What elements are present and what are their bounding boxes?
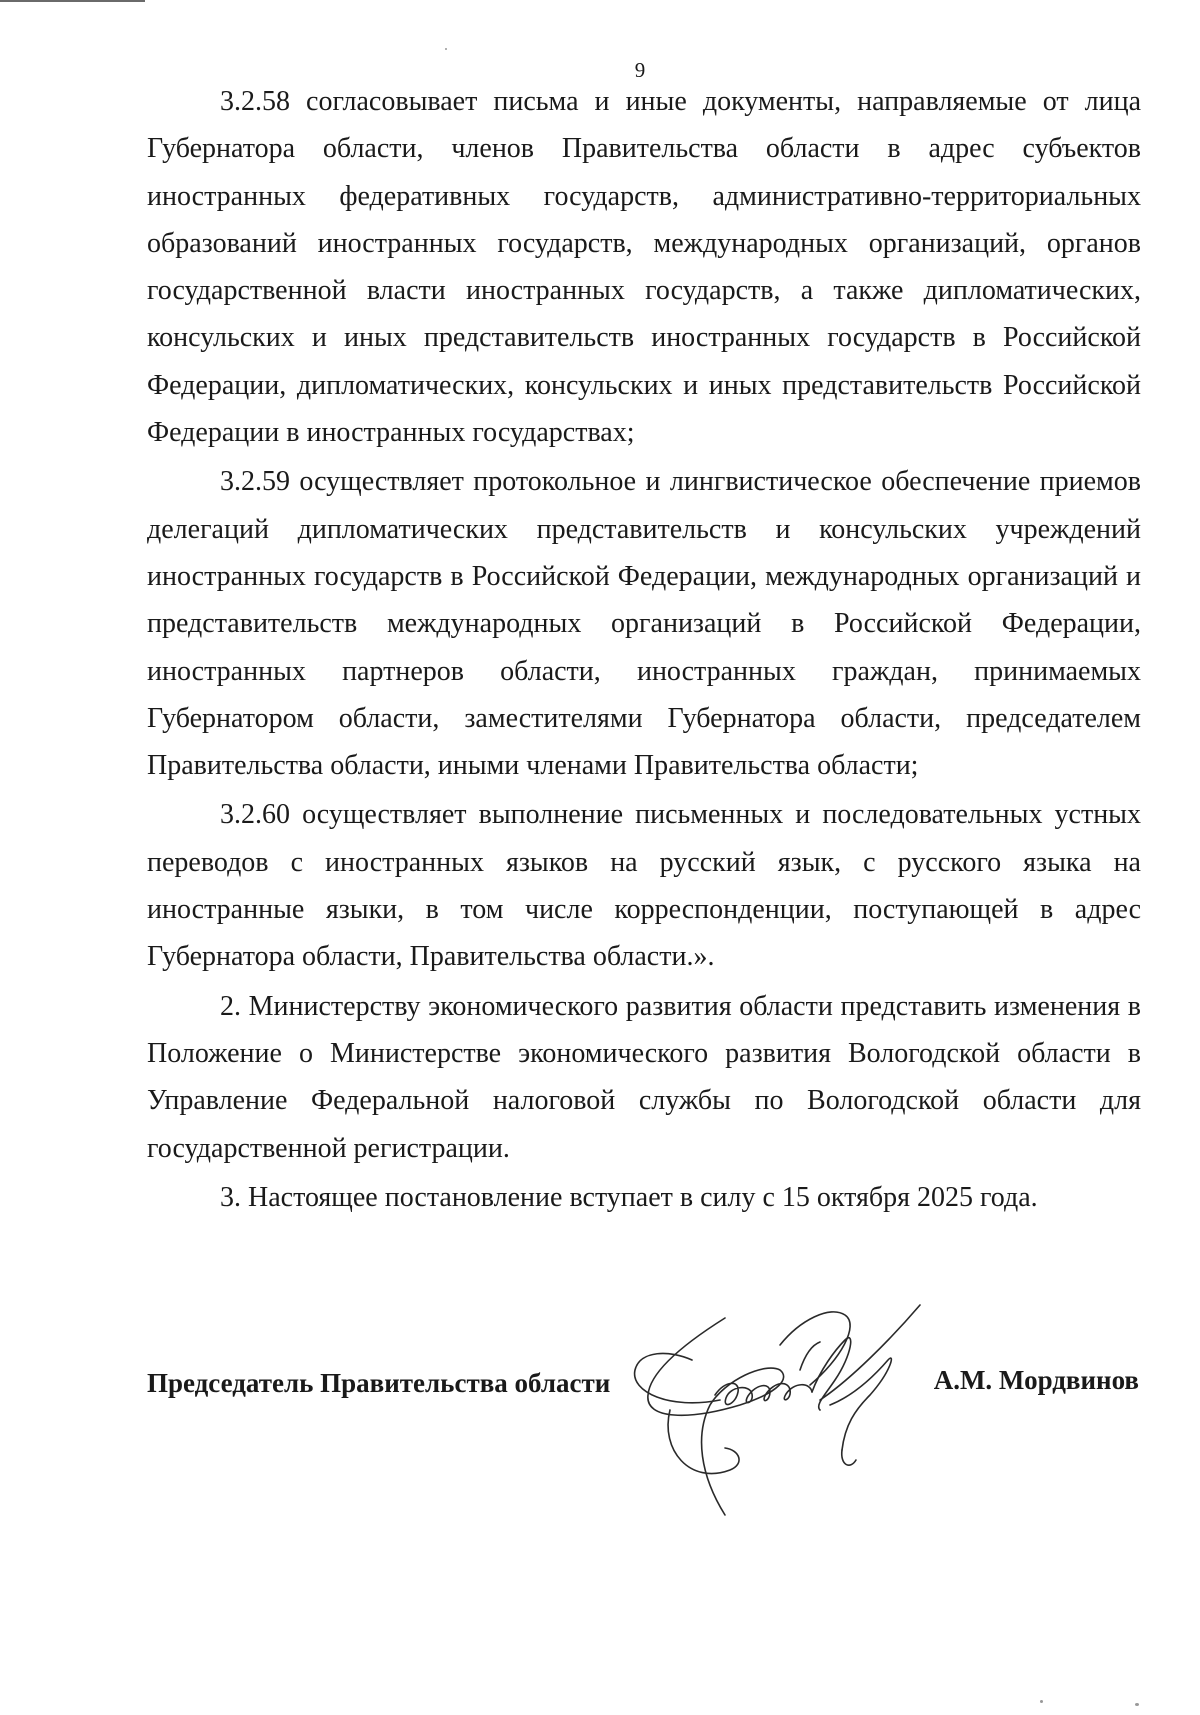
- document-body: [147, 78, 1141, 1221]
- scan-edge-mark: [0, 0, 145, 2]
- paragraph-3-2-60: 3.2.60 осуществляет выполнение письменных и последовательных устных переводов с иностранных языков на русский язык, с русского языка на иностранные языки, в том числе корреспонденции, поступающей в адрес Губернатора области, Правительства области.».: [147, 799, 1141, 973]
- page-number: 9: [634, 58, 646, 82]
- paragraph-item-3: 3. Настоящее постановление вступает в силу с 15 октября 2025 года.: [220, 1181, 1038, 1213]
- signatory-name: А.М. Мордвинов: [933, 1365, 1139, 1395]
- scan-speck: [1135, 1703, 1139, 1706]
- paragraph-3-2-58: 3.2.58 согласовывает письма и иные документы, направляемые от лица Губернатора области, членов Правительства области в адрес субъектов иностранных федеративных государств, административно-территориальных образований иностранных государств, международных организаций, органов государственной власти иностранных государств, а также дипломатических, консульских и иных представительств иностранных государств в Российской Федерации, дипломатических, консульских и иных представительств Российской Федерации в иностранных государствах;: [147, 86, 1141, 449]
- scan-speck: [445, 48, 447, 50]
- signatory-position: Председатель Правительства области: [147, 1368, 611, 1398]
- paragraph-item-2: 2. Министерству экономического развития области представить изменения в Положение о Министерстве экономического развития Вологодской области в Управление Федеральной налоговой службы по Вологодской области для государственной регистрации.: [147, 990, 1141, 1164]
- handwritten-signature: [630, 1300, 980, 1520]
- paragraph-3-2-59: 3.2.59 осуществляет протокольное и лингвистическое обеспечение приемов делегаций дипломатических представительств и консульских учреждений иностранных государств в Российской Федерации, международных организаций и представительств международных организаций в Российской Федерации, иностранных партнеров области, иностранных граждан, принимаемых Губернатором области, заместителями Губернатора области, председателем Правительства области, иными членами Правительства области;: [147, 466, 1141, 782]
- scan-speck: [1040, 1700, 1043, 1703]
